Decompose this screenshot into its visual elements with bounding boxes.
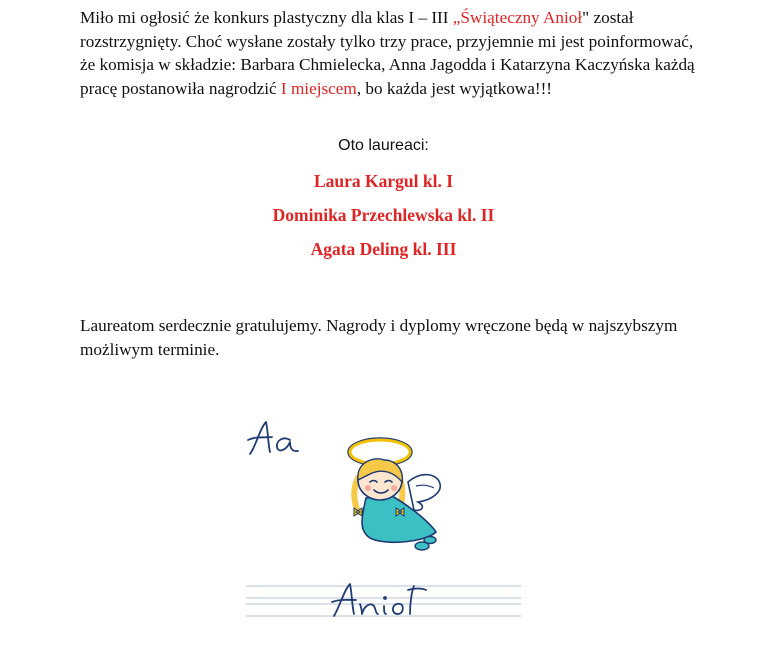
script-word-drawing	[330, 580, 430, 622]
intro-paragraph	[80, 6, 700, 100]
closing-paragraph: Laureatom serdecznie gratulujemy. Nagrody i dyplomy wręczone będą w najszybszym możliwym terminie.	[80, 316, 678, 359]
intro-text-2: " został rozstrzygnięty. Choć wysłane zostały tylko trzy prace, przyjemnie mi jest poinformować, że komisja w składzie: Barbara Chmielecka, Anna Jagodda i Katarzyna Kaczyńska każdą pracę postanowiła nagrodzić	[80, 8, 695, 98]
winner-2: Dominika Przechlewska kl. II	[272, 205, 495, 225]
laureates-lead: Oto laureaci:	[338, 137, 429, 154]
intro-text-1: Miło mi ogłosić że konkurs plastyczny dla klas I – III	[80, 8, 453, 27]
winner-3: Agata Deling kl. III	[310, 239, 457, 259]
angel-icon	[330, 430, 450, 560]
contest-name: „Świąteczny Anioł	[452, 8, 583, 27]
intro-text-3: , bo każda jest wyjątkowa!!!	[356, 78, 553, 98]
winner-1: Laura Kargul kl. I	[313, 171, 454, 191]
script-aa-drawing	[246, 418, 308, 460]
award-text: I miejscem	[280, 78, 357, 98]
